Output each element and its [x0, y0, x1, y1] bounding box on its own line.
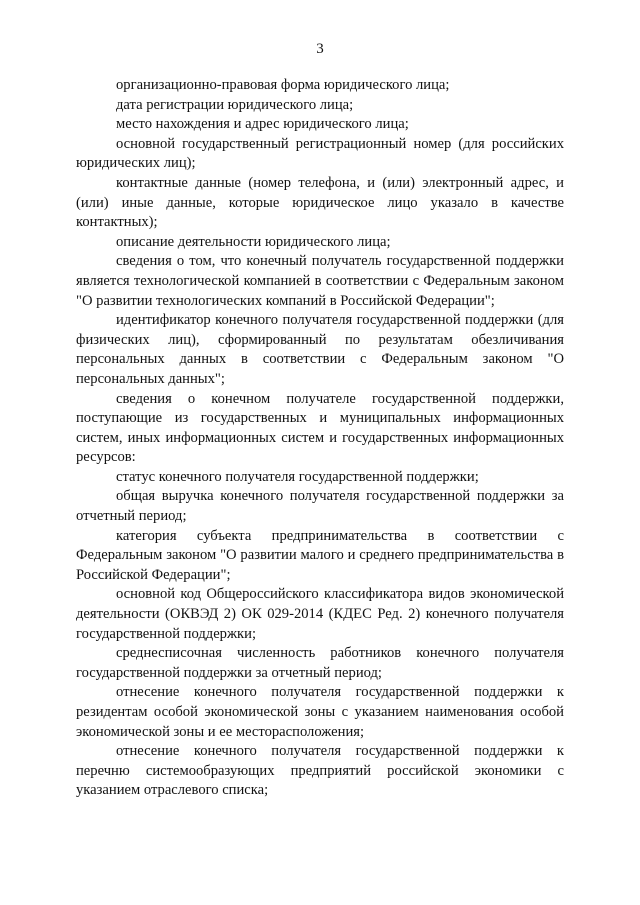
page-number: 3 [316, 41, 324, 57]
paragraph-backbone-enterprises: отнесение конечного получателя государственной поддержки к перечню системообразующих предприятий российской экономики с указанием отраслевого списка; [76, 743, 564, 799]
paragraph-info-systems-data: сведения о конечном получателе государственной поддержки, поступающие из государственных и муниципальных информационных систем, иных информационных систем и государственных информационных ресурсов: [76, 390, 564, 466]
paragraph-location-address: место нахождения и адрес юридического лица; [116, 116, 409, 133]
paragraph-recipient-status: статус конечного получателя государственной поддержки; [116, 468, 479, 485]
paragraph-registration-date: дата регистрации юридического лица; [116, 96, 354, 113]
paragraph-okved-code: основной код Общероссийского классификатора видов экономической деятельности (ОКВЭД 2) ОК 029-2014 (КДЕС Ред. 2) конечного получателя государственной поддержки; [76, 586, 564, 642]
paragraph-business-category: категория субъекта предпринимательства в соответствии с Федеральным законом "О развитии малого и среднего предпринимательства в Российской Федерации"; [76, 527, 564, 583]
paragraph-activity-description: описание деятельности юридического лица; [116, 233, 391, 250]
paragraph-contact-data: контактные данные (номер телефона, и (или) электронный адрес, и (или) иные данные, которые юридическое лицо указало в качестве контактных); [76, 174, 564, 231]
paragraph-legal-form: организационно-правовая форма юридического лица; [116, 77, 450, 93]
document-body [76, 76, 564, 801]
paragraph-recipient-identifier: идентификатор конечного получателя государственной поддержки (для физических лиц), сформированный по результатам обезличивания персональных данных в соответствии с Федеральным законом "О персональных данных"; [76, 312, 564, 387]
paragraph-headcount: среднесписочная численность работников конечного получателя государственной поддержки за отчетный период; [76, 645, 564, 681]
paragraph-technology-company: сведения о том, что конечный получатель государственной поддержки является технологической компанией в соответствии с Федеральным законом "О развитии технологических компаний в Российской Федерации"; [76, 253, 564, 309]
paragraph-total-revenue: общая выручка конечного получателя государственной поддержки за отчетный период; [76, 488, 564, 525]
paragraph-special-economic-zone: отнесение конечного получателя государственной поддержки к резидентам особой экономической зоны с указанием наименования особой экономической зоны и ее месторасположения; [76, 684, 564, 740]
paragraph-ogrn: основной государственный регистрационный номер (для российских юридических лиц); [76, 135, 564, 172]
